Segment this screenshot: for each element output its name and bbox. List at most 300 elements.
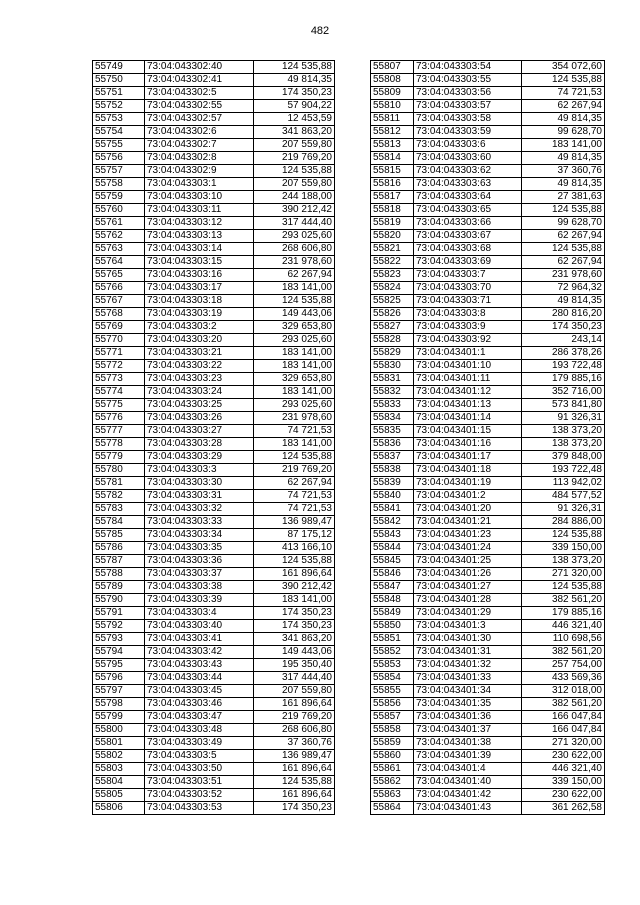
table-row xyxy=(93,451,335,464)
table-row xyxy=(93,191,335,204)
record-number-cell: 55815 xyxy=(371,165,414,178)
value-cell: 37 360,76 xyxy=(522,165,605,178)
value-cell: 293 025,60 xyxy=(254,399,335,412)
record-number-cell: 55761 xyxy=(93,217,145,230)
record-number-cell: 55859 xyxy=(371,737,414,750)
cadastral-number-cell: 73:04:043303:6 xyxy=(414,139,522,152)
record-number-cell: 55767 xyxy=(93,295,145,308)
cadastral-number-cell: 73:04:043303:21 xyxy=(145,347,254,360)
cadastral-number-cell: 73:04:043303:14 xyxy=(145,243,254,256)
cadastral-number-cell: 73:04:043303:8 xyxy=(414,308,522,321)
value-cell: 99 628,70 xyxy=(522,217,605,230)
cadastral-number-cell: 73:04:043401:14 xyxy=(414,412,522,425)
table-row xyxy=(93,243,335,256)
value-cell: 57 904,22 xyxy=(254,100,335,113)
cadastral-number-cell: 73:04:043401:10 xyxy=(414,360,522,373)
cadastral-number-cell: 73:04:043303:41 xyxy=(145,633,254,646)
record-number-cell: 55785 xyxy=(93,529,145,542)
record-number-cell: 55754 xyxy=(93,126,145,139)
value-cell: 329 653,80 xyxy=(254,373,335,386)
value-cell: 183 141,00 xyxy=(254,438,335,451)
table-row xyxy=(371,425,605,438)
page-number: 482 xyxy=(310,25,330,37)
value-cell: 352 716,00 xyxy=(522,386,605,399)
record-number-cell: 55749 xyxy=(93,61,145,74)
table-row xyxy=(93,113,335,126)
cadastral-number-cell: 73:04:043303:2 xyxy=(145,321,254,334)
record-number-cell: 55861 xyxy=(371,763,414,776)
cadastral-number-cell: 73:04:043401:28 xyxy=(414,594,522,607)
record-number-cell: 55790 xyxy=(93,594,145,607)
cadastral-number-cell: 73:04:043303:15 xyxy=(145,256,254,269)
record-number-cell: 55762 xyxy=(93,230,145,243)
registry-table-right-body xyxy=(371,61,605,815)
cadastral-number-cell: 73:04:043401:20 xyxy=(414,503,522,516)
table-row xyxy=(93,490,335,503)
cadastral-number-cell: 73:04:043401:1 xyxy=(414,347,522,360)
cadastral-number-cell: 73:04:043303:43 xyxy=(145,659,254,672)
cadastral-number-cell: 73:04:043303:1 xyxy=(145,178,254,191)
cadastral-number-cell: 73:04:043303:27 xyxy=(145,425,254,438)
value-cell: 312 018,00 xyxy=(522,685,605,698)
cadastral-number-cell: 73:04:043401:34 xyxy=(414,685,522,698)
record-number-cell: 55807 xyxy=(371,61,414,74)
table-row xyxy=(93,750,335,763)
cadastral-number-cell: 73:04:043303:10 xyxy=(145,191,254,204)
table-row xyxy=(93,594,335,607)
table-row xyxy=(371,698,605,711)
table-row xyxy=(371,750,605,763)
record-number-cell: 55793 xyxy=(93,633,145,646)
table-row xyxy=(371,87,605,100)
record-number-cell: 55806 xyxy=(93,802,145,815)
value-cell: 62 267,94 xyxy=(254,477,335,490)
value-cell: 62 267,94 xyxy=(522,100,605,113)
record-number-cell: 55858 xyxy=(371,724,414,737)
cadastral-number-cell: 73:04:043303:29 xyxy=(145,451,254,464)
record-number-cell: 55847 xyxy=(371,581,414,594)
value-cell: 231 978,60 xyxy=(254,412,335,425)
table-row xyxy=(93,217,335,230)
record-number-cell: 55778 xyxy=(93,438,145,451)
record-number-cell: 55863 xyxy=(371,789,414,802)
cadastral-number-cell: 73:04:043303:51 xyxy=(145,776,254,789)
table-row xyxy=(371,360,605,373)
record-number-cell: 55820 xyxy=(371,230,414,243)
value-cell: 219 769,20 xyxy=(254,152,335,165)
cadastral-number-cell: 73:04:043401:39 xyxy=(414,750,522,763)
table-row xyxy=(371,243,605,256)
value-cell: 124 535,88 xyxy=(522,529,605,542)
cadastral-number-cell: 73:04:043401:2 xyxy=(414,490,522,503)
cadastral-number-cell: 73:04:043303:48 xyxy=(145,724,254,737)
table-row xyxy=(371,672,605,685)
cadastral-number-cell: 73:04:043401:17 xyxy=(414,451,522,464)
value-cell: 231 978,60 xyxy=(254,256,335,269)
value-cell: 193 722,48 xyxy=(522,360,605,373)
registry-table-right xyxy=(370,60,605,815)
table-row xyxy=(93,672,335,685)
cadastral-number-cell: 73:04:043303:20 xyxy=(145,334,254,347)
cadastral-number-cell: 73:04:043401:38 xyxy=(414,737,522,750)
cadastral-number-cell: 73:04:043303:36 xyxy=(145,555,254,568)
value-cell: 293 025,60 xyxy=(254,334,335,347)
table-row xyxy=(93,542,335,555)
value-cell: 124 535,88 xyxy=(522,204,605,217)
table-row xyxy=(371,724,605,737)
table-row xyxy=(93,126,335,139)
record-number-cell: 55836 xyxy=(371,438,414,451)
table-row xyxy=(371,256,605,269)
record-number-cell: 55823 xyxy=(371,269,414,282)
cadastral-number-cell: 73:04:043401:25 xyxy=(414,555,522,568)
record-number-cell: 55758 xyxy=(93,178,145,191)
cadastral-number-cell: 73:04:043303:63 xyxy=(414,178,522,191)
record-number-cell: 55864 xyxy=(371,802,414,815)
record-number-cell: 55854 xyxy=(371,672,414,685)
record-number-cell: 55829 xyxy=(371,347,414,360)
value-cell: 379 848,00 xyxy=(522,451,605,464)
cadastral-number-cell: 73:04:043401:12 xyxy=(414,386,522,399)
value-cell: 341 863,20 xyxy=(254,633,335,646)
cadastral-number-cell: 73:04:043303:31 xyxy=(145,490,254,503)
record-number-cell: 55852 xyxy=(371,646,414,659)
cadastral-number-cell: 73:04:043302:55 xyxy=(145,100,254,113)
table-row xyxy=(93,789,335,802)
record-number-cell: 55760 xyxy=(93,204,145,217)
table-row xyxy=(371,282,605,295)
value-cell: 124 535,88 xyxy=(522,74,605,87)
cadastral-number-cell: 73:04:043401:42 xyxy=(414,789,522,802)
table-row xyxy=(93,568,335,581)
record-number-cell: 55787 xyxy=(93,555,145,568)
value-cell: 62 267,94 xyxy=(522,230,605,243)
value-cell: 244 188,00 xyxy=(254,191,335,204)
record-number-cell: 55832 xyxy=(371,386,414,399)
cadastral-number-cell: 73:04:043401:21 xyxy=(414,516,522,529)
table-row xyxy=(371,126,605,139)
table-row xyxy=(371,633,605,646)
value-cell: 183 141,00 xyxy=(254,594,335,607)
value-cell: 124 535,88 xyxy=(522,581,605,594)
value-cell: 183 141,00 xyxy=(254,282,335,295)
value-cell: 293 025,60 xyxy=(254,230,335,243)
value-cell: 268 606,80 xyxy=(254,724,335,737)
table-row xyxy=(371,477,605,490)
table-row xyxy=(371,464,605,477)
value-cell: 91 326,31 xyxy=(522,503,605,516)
cadastral-number-cell: 73:04:043303:7 xyxy=(414,269,522,282)
cadastral-number-cell: 73:04:043303:32 xyxy=(145,503,254,516)
value-cell: 62 267,94 xyxy=(522,256,605,269)
table-row xyxy=(371,789,605,802)
record-number-cell: 55840 xyxy=(371,490,414,503)
value-cell: 124 535,88 xyxy=(254,61,335,74)
cadastral-number-cell: 73:04:043303:59 xyxy=(414,126,522,139)
record-number-cell: 55789 xyxy=(93,581,145,594)
value-cell: 219 769,20 xyxy=(254,464,335,477)
record-number-cell: 55769 xyxy=(93,321,145,334)
record-number-cell: 55797 xyxy=(93,685,145,698)
value-cell: 382 561,20 xyxy=(522,646,605,659)
cadastral-number-cell: 73:04:043401:33 xyxy=(414,672,522,685)
cadastral-number-cell: 73:04:043302:57 xyxy=(145,113,254,126)
record-number-cell: 55860 xyxy=(371,750,414,763)
cadastral-number-cell: 73:04:043401:13 xyxy=(414,399,522,412)
value-cell: 219 769,20 xyxy=(254,711,335,724)
value-cell: 72 964,32 xyxy=(522,282,605,295)
cadastral-number-cell: 73:04:043302:7 xyxy=(145,139,254,152)
table-row xyxy=(371,529,605,542)
record-number-cell: 55844 xyxy=(371,542,414,555)
cadastral-number-cell: 73:04:043303:42 xyxy=(145,646,254,659)
table-row xyxy=(371,217,605,230)
table-row xyxy=(93,685,335,698)
record-number-cell: 55811 xyxy=(371,113,414,126)
value-cell: 341 863,20 xyxy=(254,126,335,139)
cadastral-number-cell: 73:04:043303:33 xyxy=(145,516,254,529)
record-number-cell: 55759 xyxy=(93,191,145,204)
value-cell: 446 321,40 xyxy=(522,763,605,776)
cadastral-number-cell: 73:04:043303:64 xyxy=(414,191,522,204)
table-row xyxy=(93,100,335,113)
table-row xyxy=(371,269,605,282)
cadastral-number-cell: 73:04:043303:11 xyxy=(145,204,254,217)
table-row xyxy=(93,711,335,724)
value-cell: 174 350,23 xyxy=(522,321,605,334)
table-row xyxy=(371,581,605,594)
value-cell: 382 561,20 xyxy=(522,698,605,711)
table-row xyxy=(93,61,335,74)
cadastral-number-cell: 73:04:043303:22 xyxy=(145,360,254,373)
table-row xyxy=(93,74,335,87)
cadastral-number-cell: 73:04:043303:70 xyxy=(414,282,522,295)
cadastral-number-cell: 73:04:043401:3 xyxy=(414,620,522,633)
value-cell: 390 212,42 xyxy=(254,204,335,217)
record-number-cell: 55771 xyxy=(93,347,145,360)
record-number-cell: 55817 xyxy=(371,191,414,204)
table-row xyxy=(371,737,605,750)
record-number-cell: 55775 xyxy=(93,399,145,412)
table-row xyxy=(371,386,605,399)
cadastral-number-cell: 73:04:043303:30 xyxy=(145,477,254,490)
table-row xyxy=(93,620,335,633)
table-row xyxy=(371,620,605,633)
record-number-cell: 55772 xyxy=(93,360,145,373)
table-row xyxy=(371,542,605,555)
cadastral-number-cell: 73:04:043303:39 xyxy=(145,594,254,607)
value-cell: 573 841,80 xyxy=(522,399,605,412)
cadastral-number-cell: 73:04:043303:17 xyxy=(145,282,254,295)
table-row xyxy=(371,113,605,126)
cadastral-number-cell: 73:04:043401:40 xyxy=(414,776,522,789)
value-cell: 27 381,63 xyxy=(522,191,605,204)
cadastral-number-cell: 73:04:043401:4 xyxy=(414,763,522,776)
table-row xyxy=(93,139,335,152)
value-cell: 243,14 xyxy=(522,334,605,347)
record-number-cell: 55845 xyxy=(371,555,414,568)
cadastral-number-cell: 73:04:043303:35 xyxy=(145,542,254,555)
record-number-cell: 55766 xyxy=(93,282,145,295)
record-number-cell: 55819 xyxy=(371,217,414,230)
cadastral-number-cell: 73:04:043303:67 xyxy=(414,230,522,243)
cadastral-number-cell: 73:04:043303:47 xyxy=(145,711,254,724)
table-row xyxy=(93,373,335,386)
value-cell: 179 885,16 xyxy=(522,373,605,386)
table-row xyxy=(93,698,335,711)
cadastral-number-cell: 73:04:043303:65 xyxy=(414,204,522,217)
table-row xyxy=(93,386,335,399)
value-cell: 446 321,40 xyxy=(522,620,605,633)
table-row xyxy=(93,724,335,737)
value-cell: 124 535,88 xyxy=(254,295,335,308)
table-row xyxy=(371,152,605,165)
record-number-cell: 55777 xyxy=(93,425,145,438)
table-row xyxy=(371,295,605,308)
value-cell: 49 814,35 xyxy=(522,295,605,308)
record-number-cell: 55825 xyxy=(371,295,414,308)
table-row xyxy=(93,516,335,529)
record-number-cell: 55788 xyxy=(93,568,145,581)
record-number-cell: 55839 xyxy=(371,477,414,490)
record-number-cell: 55804 xyxy=(93,776,145,789)
table-row xyxy=(93,503,335,516)
table-row xyxy=(371,165,605,178)
value-cell: 268 606,80 xyxy=(254,243,335,256)
value-cell: 124 535,88 xyxy=(254,555,335,568)
value-cell: 174 350,23 xyxy=(254,620,335,633)
record-number-cell: 55826 xyxy=(371,308,414,321)
value-cell: 207 559,80 xyxy=(254,139,335,152)
value-cell: 91 326,31 xyxy=(522,412,605,425)
record-number-cell: 55770 xyxy=(93,334,145,347)
table-row xyxy=(371,568,605,581)
table-row xyxy=(93,477,335,490)
cadastral-number-cell: 73:04:043302:5 xyxy=(145,87,254,100)
record-number-cell: 55813 xyxy=(371,139,414,152)
table-row xyxy=(371,711,605,724)
table-row xyxy=(371,100,605,113)
value-cell: 49 814,35 xyxy=(254,74,335,87)
value-cell: 49 814,35 xyxy=(522,113,605,126)
value-cell: 136 989,47 xyxy=(254,750,335,763)
value-cell: 124 535,88 xyxy=(254,451,335,464)
value-cell: 166 047,84 xyxy=(522,711,605,724)
cadastral-number-cell: 73:04:043303:60 xyxy=(414,152,522,165)
table-row xyxy=(93,334,335,347)
cadastral-number-cell: 73:04:043303:66 xyxy=(414,217,522,230)
cadastral-number-cell: 73:04:043303:19 xyxy=(145,308,254,321)
value-cell: 179 885,16 xyxy=(522,607,605,620)
value-cell: 280 816,20 xyxy=(522,308,605,321)
table-row xyxy=(93,321,335,334)
cadastral-number-cell: 73:04:043401:43 xyxy=(414,802,522,815)
cadastral-number-cell: 73:04:043303:12 xyxy=(145,217,254,230)
value-cell: 99 628,70 xyxy=(522,126,605,139)
record-number-cell: 55791 xyxy=(93,607,145,620)
table-row xyxy=(93,633,335,646)
table-row xyxy=(93,256,335,269)
cadastral-number-cell: 73:04:043401:18 xyxy=(414,464,522,477)
value-cell: 161 896,64 xyxy=(254,789,335,802)
value-cell: 183 141,00 xyxy=(254,347,335,360)
record-number-cell: 55786 xyxy=(93,542,145,555)
cadastral-number-cell: 73:04:043303:46 xyxy=(145,698,254,711)
value-cell: 87 175,12 xyxy=(254,529,335,542)
table-row xyxy=(93,412,335,425)
value-cell: 74 721,53 xyxy=(522,87,605,100)
table-row xyxy=(371,685,605,698)
cadastral-number-cell: 73:04:043303:44 xyxy=(145,672,254,685)
value-cell: 271 320,00 xyxy=(522,737,605,750)
record-number-cell: 55850 xyxy=(371,620,414,633)
table-row xyxy=(371,412,605,425)
value-cell: 74 721,53 xyxy=(254,425,335,438)
value-cell: 382 561,20 xyxy=(522,594,605,607)
table-row xyxy=(93,347,335,360)
cadastral-number-cell: 73:04:043401:29 xyxy=(414,607,522,620)
value-cell: 433 569,36 xyxy=(522,672,605,685)
cadastral-number-cell: 73:04:043303:58 xyxy=(414,113,522,126)
cadastral-number-cell: 73:04:043302:40 xyxy=(145,61,254,74)
table-row xyxy=(371,204,605,217)
value-cell: 317 444,40 xyxy=(254,217,335,230)
record-number-cell: 55856 xyxy=(371,698,414,711)
record-number-cell: 55800 xyxy=(93,724,145,737)
value-cell: 286 378,26 xyxy=(522,347,605,360)
record-number-cell: 55782 xyxy=(93,490,145,503)
record-number-cell: 55765 xyxy=(93,269,145,282)
record-number-cell: 55810 xyxy=(371,100,414,113)
table-row xyxy=(93,555,335,568)
value-cell: 149 443,06 xyxy=(254,308,335,321)
table-row xyxy=(371,555,605,568)
table-row xyxy=(93,802,335,815)
table-row xyxy=(371,503,605,516)
value-cell: 329 653,80 xyxy=(254,321,335,334)
record-number-cell: 55794 xyxy=(93,646,145,659)
record-number-cell: 55803 xyxy=(93,763,145,776)
record-number-cell: 55801 xyxy=(93,737,145,750)
cadastral-number-cell: 73:04:043401:36 xyxy=(414,711,522,724)
record-number-cell: 55751 xyxy=(93,87,145,100)
value-cell: 113 942,02 xyxy=(522,477,605,490)
cadastral-number-cell: 73:04:043401:30 xyxy=(414,633,522,646)
cadastral-number-cell: 73:04:043303:49 xyxy=(145,737,254,750)
table-row xyxy=(93,360,335,373)
record-number-cell: 55837 xyxy=(371,451,414,464)
cadastral-number-cell: 73:04:043302:6 xyxy=(145,126,254,139)
table-row xyxy=(371,139,605,152)
cadastral-number-cell: 73:04:043401:11 xyxy=(414,373,522,386)
cadastral-number-cell: 73:04:043303:4 xyxy=(145,607,254,620)
value-cell: 484 577,52 xyxy=(522,490,605,503)
record-number-cell: 55843 xyxy=(371,529,414,542)
value-cell: 271 320,00 xyxy=(522,568,605,581)
value-cell: 230 622,00 xyxy=(522,789,605,802)
cadastral-number-cell: 73:04:043401:24 xyxy=(414,542,522,555)
table-row xyxy=(93,308,335,321)
table-row xyxy=(371,451,605,464)
record-number-cell: 55838 xyxy=(371,464,414,477)
value-cell: 354 072,60 xyxy=(522,61,605,74)
cadastral-number-cell: 73:04:043401:19 xyxy=(414,477,522,490)
cadastral-number-cell: 73:04:043401:15 xyxy=(414,425,522,438)
table-row xyxy=(371,230,605,243)
record-number-cell: 55756 xyxy=(93,152,145,165)
value-cell: 161 896,64 xyxy=(254,698,335,711)
table-row xyxy=(93,776,335,789)
